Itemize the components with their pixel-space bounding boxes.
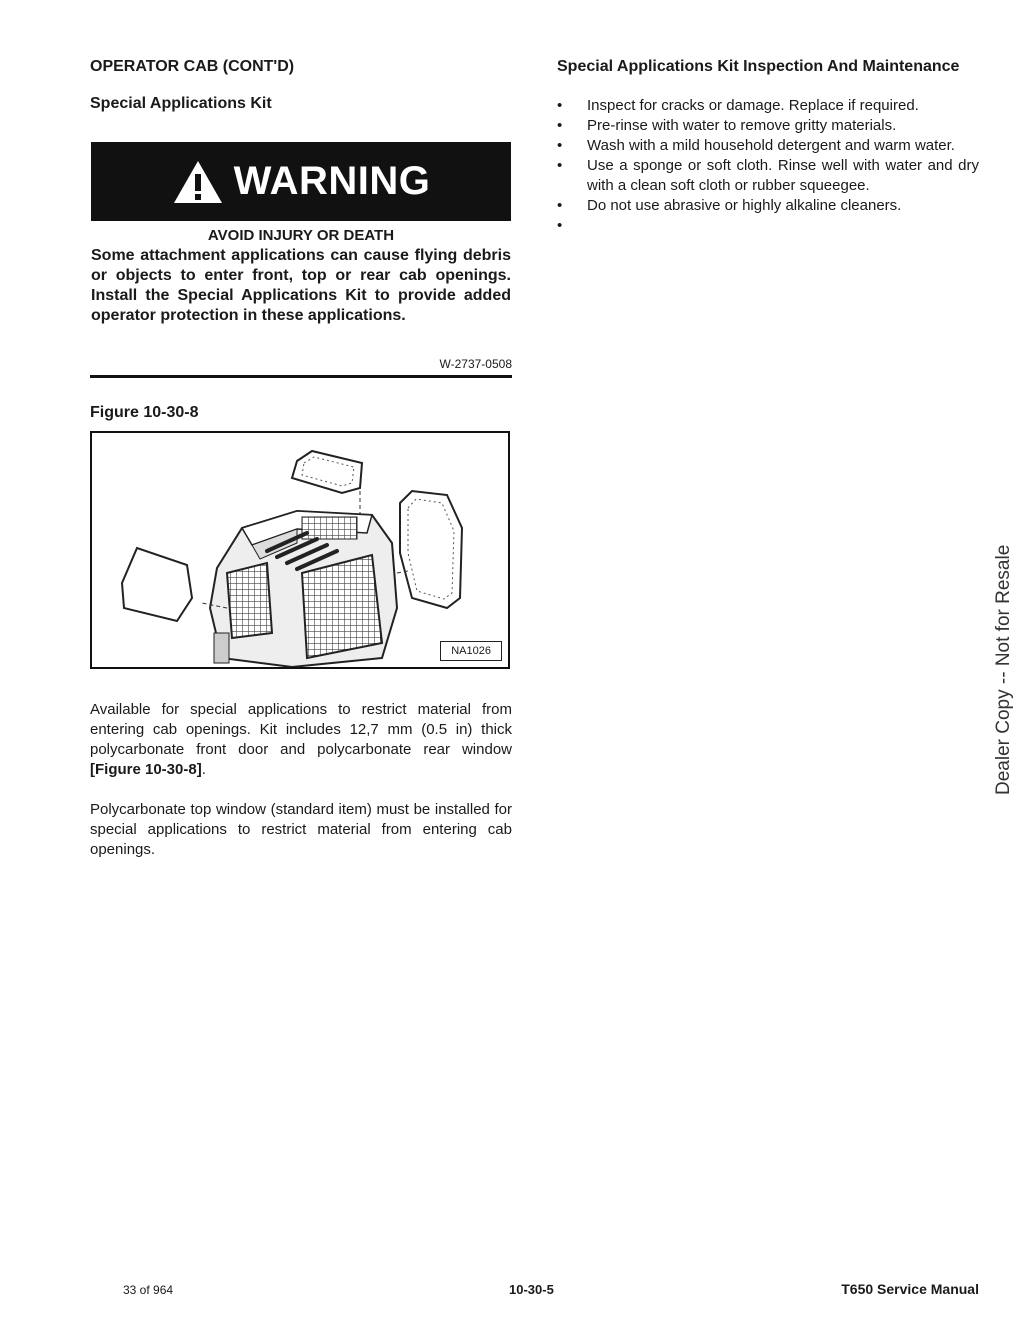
bullet: • (557, 97, 563, 114)
warning-title: AVOID INJURY OR DEATH (207, 227, 395, 244)
list-item (557, 156, 979, 196)
warning-word: WARNING (233, 159, 431, 203)
divider (90, 375, 512, 378)
list-item (557, 116, 979, 136)
body-paragraph-2: Polycarbonate top window (standard item) must be installed for special applications to restrict material from entering cab openings. (90, 801, 512, 858)
paragraph-end: . (201, 761, 206, 778)
bullet: • (557, 117, 563, 134)
warning-code: W-2737-0508 (439, 357, 512, 371)
list-item (557, 136, 979, 156)
paragraph-text: Available for special applications to restrict material from entering cab openings. Kit includes 12,7 mm (0.5 in) thick polycarbonate front door and polycarbonate rear window (90, 701, 512, 758)
figure-label: Figure 10-30-8 (90, 404, 199, 421)
warning-triangle-icon (172, 158, 224, 206)
body-paragraph-1 (90, 700, 512, 780)
warning-text: Some attachment applications can cause flying debris or objects to enter front, top or rear cab openings. Install the Special Applications Kit to provide added operator protection in these applications. (91, 247, 511, 324)
list-item-text: Do not use abrasive or highly alkaline cleaners. (587, 197, 902, 214)
cab-figure (90, 431, 510, 669)
list-item-text: Inspect for cracks or damage. Replace if required. (587, 97, 919, 114)
bullet: • (557, 157, 563, 174)
list-item (557, 196, 979, 216)
list-item (557, 96, 979, 116)
figure-code: NA1026 (440, 641, 502, 661)
footer-page-count: 33 of 964 (123, 1283, 174, 1297)
footer-page-number: 10-30-5 (509, 1282, 554, 1297)
bullet: • (557, 217, 563, 234)
footer-manual-title: T650 Service Manual (841, 1281, 979, 1297)
section-heading: OPERATOR CAB (CONT'D) (90, 58, 295, 75)
subsection-heading: Special Applications Kit (90, 95, 272, 112)
dealer-copy-note: Dealer Copy -- Not for Resale (993, 544, 1014, 795)
bullet: • (557, 197, 563, 214)
list-item-text: Use a sponge or soft cloth. Rinse well with water and dry with a clean soft cloth or rubber squeegee. (587, 157, 979, 194)
maintenance-list (557, 96, 979, 234)
warning-banner (91, 142, 511, 221)
list-item-text: Pre-rinse with water to remove gritty materials. (587, 117, 897, 134)
figure-reference: [Figure 10-30-8] (90, 761, 202, 778)
list-item-text: Wash with a mild household detergent and warm water. (587, 137, 955, 154)
maintenance-heading: Special Applications Kit Inspection And Maintenance (557, 58, 960, 75)
bullet: • (557, 137, 563, 154)
cab-illustration (92, 433, 508, 667)
